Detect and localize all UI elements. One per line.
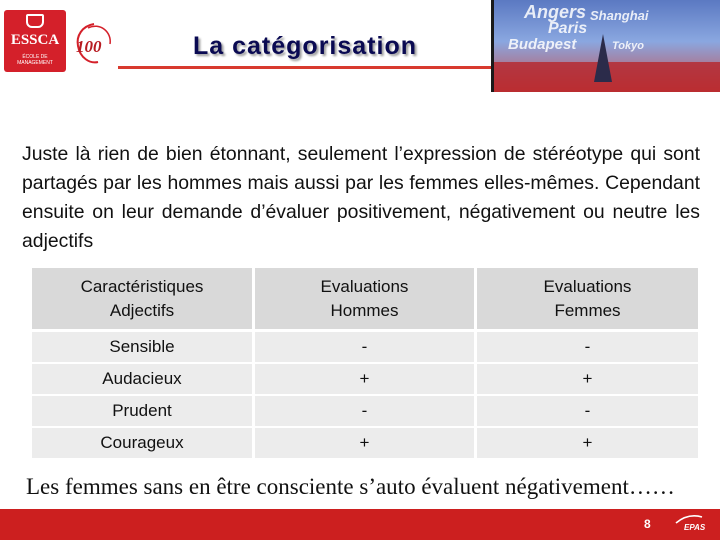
essca-logo-name: ESSCA <box>10 32 60 48</box>
table-header-row <box>32 268 698 332</box>
cell-adjective: Courageux <box>32 428 252 460</box>
table-row <box>32 428 698 460</box>
cell-men: - <box>252 332 474 364</box>
essca-logo-tagline: ÉCOLE DE MANAGEMENT <box>17 54 53 66</box>
city-collage-image <box>491 0 720 92</box>
title-underline <box>118 66 492 69</box>
header-evaluations-women: Evaluations Femmes <box>474 268 698 332</box>
slide-header <box>0 0 720 96</box>
epas-logo-text: EPAS <box>684 523 706 532</box>
epas-logo <box>672 512 716 537</box>
cell-adjective: Audacieux <box>32 364 252 396</box>
collage-city-angers: Angers <box>524 2 587 22</box>
conclusion-text: Les femmes sans en être consciente s’auto évaluent négativement…… <box>26 474 675 499</box>
page-number: 8 <box>644 517 651 531</box>
collage-city-budapest: Budapest <box>508 36 577 53</box>
essca-logo <box>4 10 66 72</box>
cell-men: - <box>252 396 474 428</box>
crest-icon <box>26 14 44 28</box>
slide-title: La catégorisation <box>193 32 417 60</box>
collage-city-tokyo: Tokyo <box>612 40 644 52</box>
anniversary-100-logo <box>72 20 116 68</box>
cell-men: + <box>252 428 474 460</box>
table-row <box>32 332 698 364</box>
slide-footer <box>0 509 720 540</box>
header-evaluations-men: Evaluations Hommes <box>252 268 474 332</box>
intro-paragraph: Juste là rien de bien étonnant, seulement l’expression de stéréotype qui sont partagés par les hommes mais aussi par les femmes elles-mêmes. Cependant ensuite on leur demande d’évaluer positivement, négativement ou neutre les adjectifs <box>22 143 700 252</box>
collage-city-shanghai: Shanghai <box>590 8 649 23</box>
cell-women: - <box>474 332 698 364</box>
cell-adjective: Prudent <box>32 396 252 428</box>
anniversary-100-text: 100 <box>76 37 102 56</box>
header-characteristics: Caractéristiques Adjectifs <box>32 268 252 332</box>
cell-adjective: Sensible <box>32 332 252 364</box>
collage-city-paris: Paris <box>548 20 588 37</box>
cell-women: + <box>474 364 698 396</box>
cell-women: - <box>474 396 698 428</box>
table-row <box>32 364 698 396</box>
adjectives-table <box>32 268 698 460</box>
cell-men: + <box>252 364 474 396</box>
table-row <box>32 396 698 428</box>
cell-women: + <box>474 428 698 460</box>
eiffel-tower-icon <box>594 34 612 82</box>
